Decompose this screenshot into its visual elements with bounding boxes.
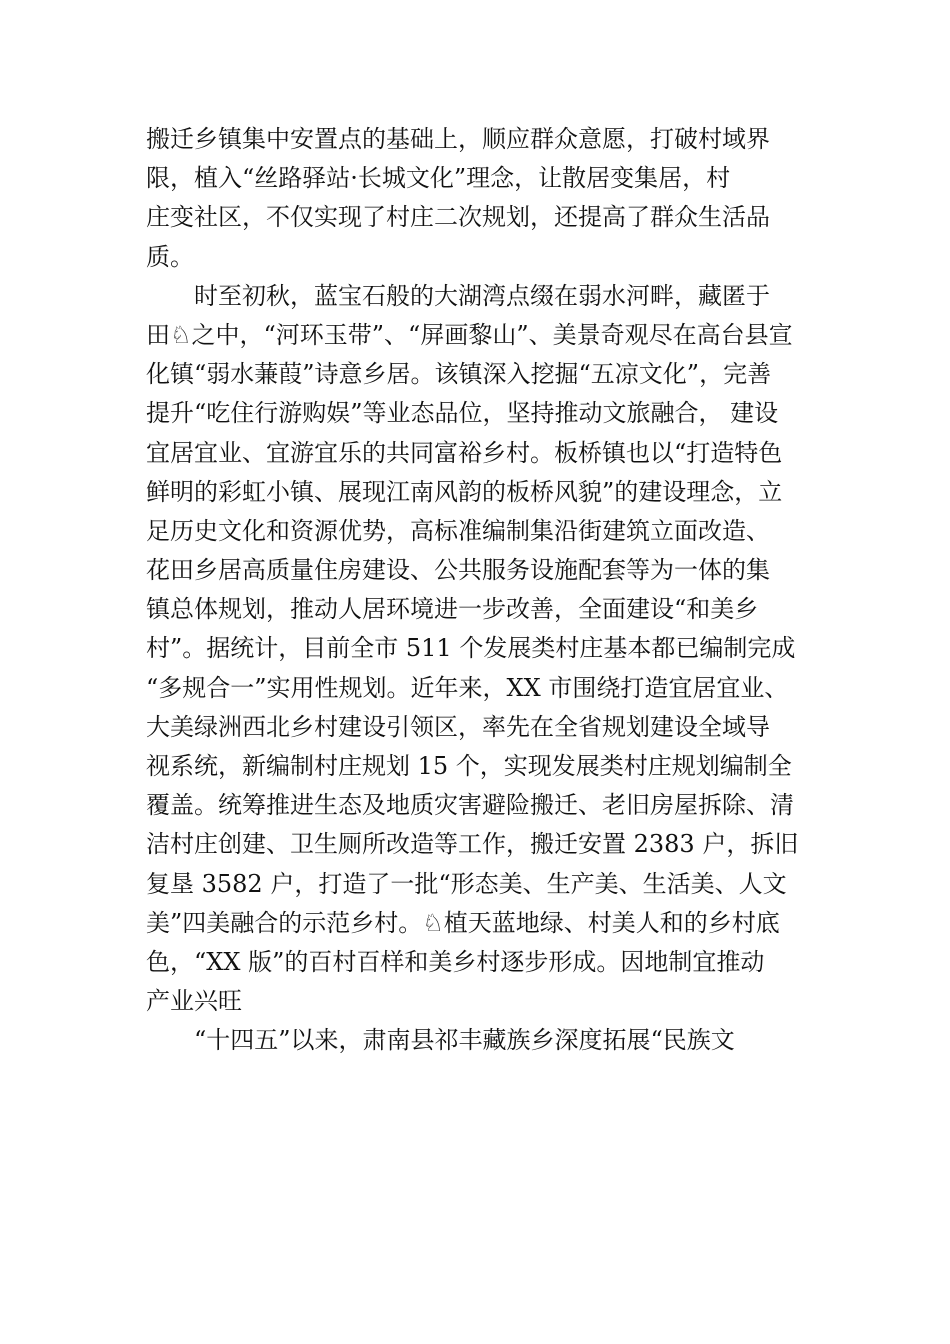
text-line: 色，“XX 版”的百村百样和美乡村逐步形成。因地制宜推动 [146,947,765,976]
text-line: 足历史文化和资源优势，高标准编制集沿街建筑立面改造、 [146,516,770,545]
text-line: 提升“吃住行游购娱”等业态品位，坚持推动文旅融合， 建设 [146,399,779,428]
text-line: 镇总体规划，推动人居环境进一步改善，全面建设“和美乡 [146,595,759,624]
text-line: 限，植入“丝路驿站·长城文化”理念，让散居变集居，村 [146,164,731,193]
text-line: 洁村庄创建、卫生厕所改造等工作，搬迁安置 2383 户，拆旧 [146,830,799,859]
paragraph-start-line: “十四五”以来，肃南县祁丰藏族乡深度拓展“民族文 [194,1026,735,1055]
text-line: 村”。据统计，目前全市 511 个发展类村庄基本都已编制完成 [146,634,796,663]
text-line: 美”四美融合的示范乡村。♘植天蓝地绿、村美人和的乡村底 [146,908,780,937]
text-line: 大美绿洲西北乡村建设引领区，率先在全省规划建设全域导 [146,712,770,741]
paragraph-start-line: 时至初秋，蓝宝石般的大湖湾点缀在弱水河畔，藏匿于 [194,281,770,310]
body-text [146,120,826,1061]
text-line: 鲜明的彩虹小镇、展现江南风韵的板桥风貌”的建设理念，立 [146,477,783,506]
text-line: 庄变社区，不仅实现了村庄二次规划，还提高了群众生活品 [146,203,770,232]
text-line: 复垦 3582 户，打造了一批“形态美、生产美、生活美、人文 [146,869,787,898]
text-line: 花田乡居高质量住房建设、公共服务设施配套等为一体的集 [146,556,770,585]
text-line: 产业兴旺 [146,987,242,1016]
text-line: 视系统，新编制村庄规划 15 个，实现发展类村庄规划编制全 [146,752,792,780]
text-line: 宜居宜业、宜游宜乐的共同富裕乡村。板桥镇也以“打造特色 [146,438,783,467]
text-line: 搬迁乡镇集中安置点的基础上，顺应群众意愿，打破村域界 [146,125,770,153]
text-line: 覆盖。统筹推进生态及地质灾害避险搬迁、老旧房屋拆除、清 [146,791,794,820]
text-line: “多规合一”实用性规划。近年来，XX 市围绕打造宜居宜业、 [146,673,789,702]
text-line: 田♘之中，“河环玉带”、“屏画黎山”、美景奇观尽在高台县宣 [146,320,793,349]
text-line: 化镇“弱水蒹葭”诗意乡居。该镇深入挖掘“五凉文化”，完善 [146,360,772,389]
text-line: 质。 [146,242,194,271]
